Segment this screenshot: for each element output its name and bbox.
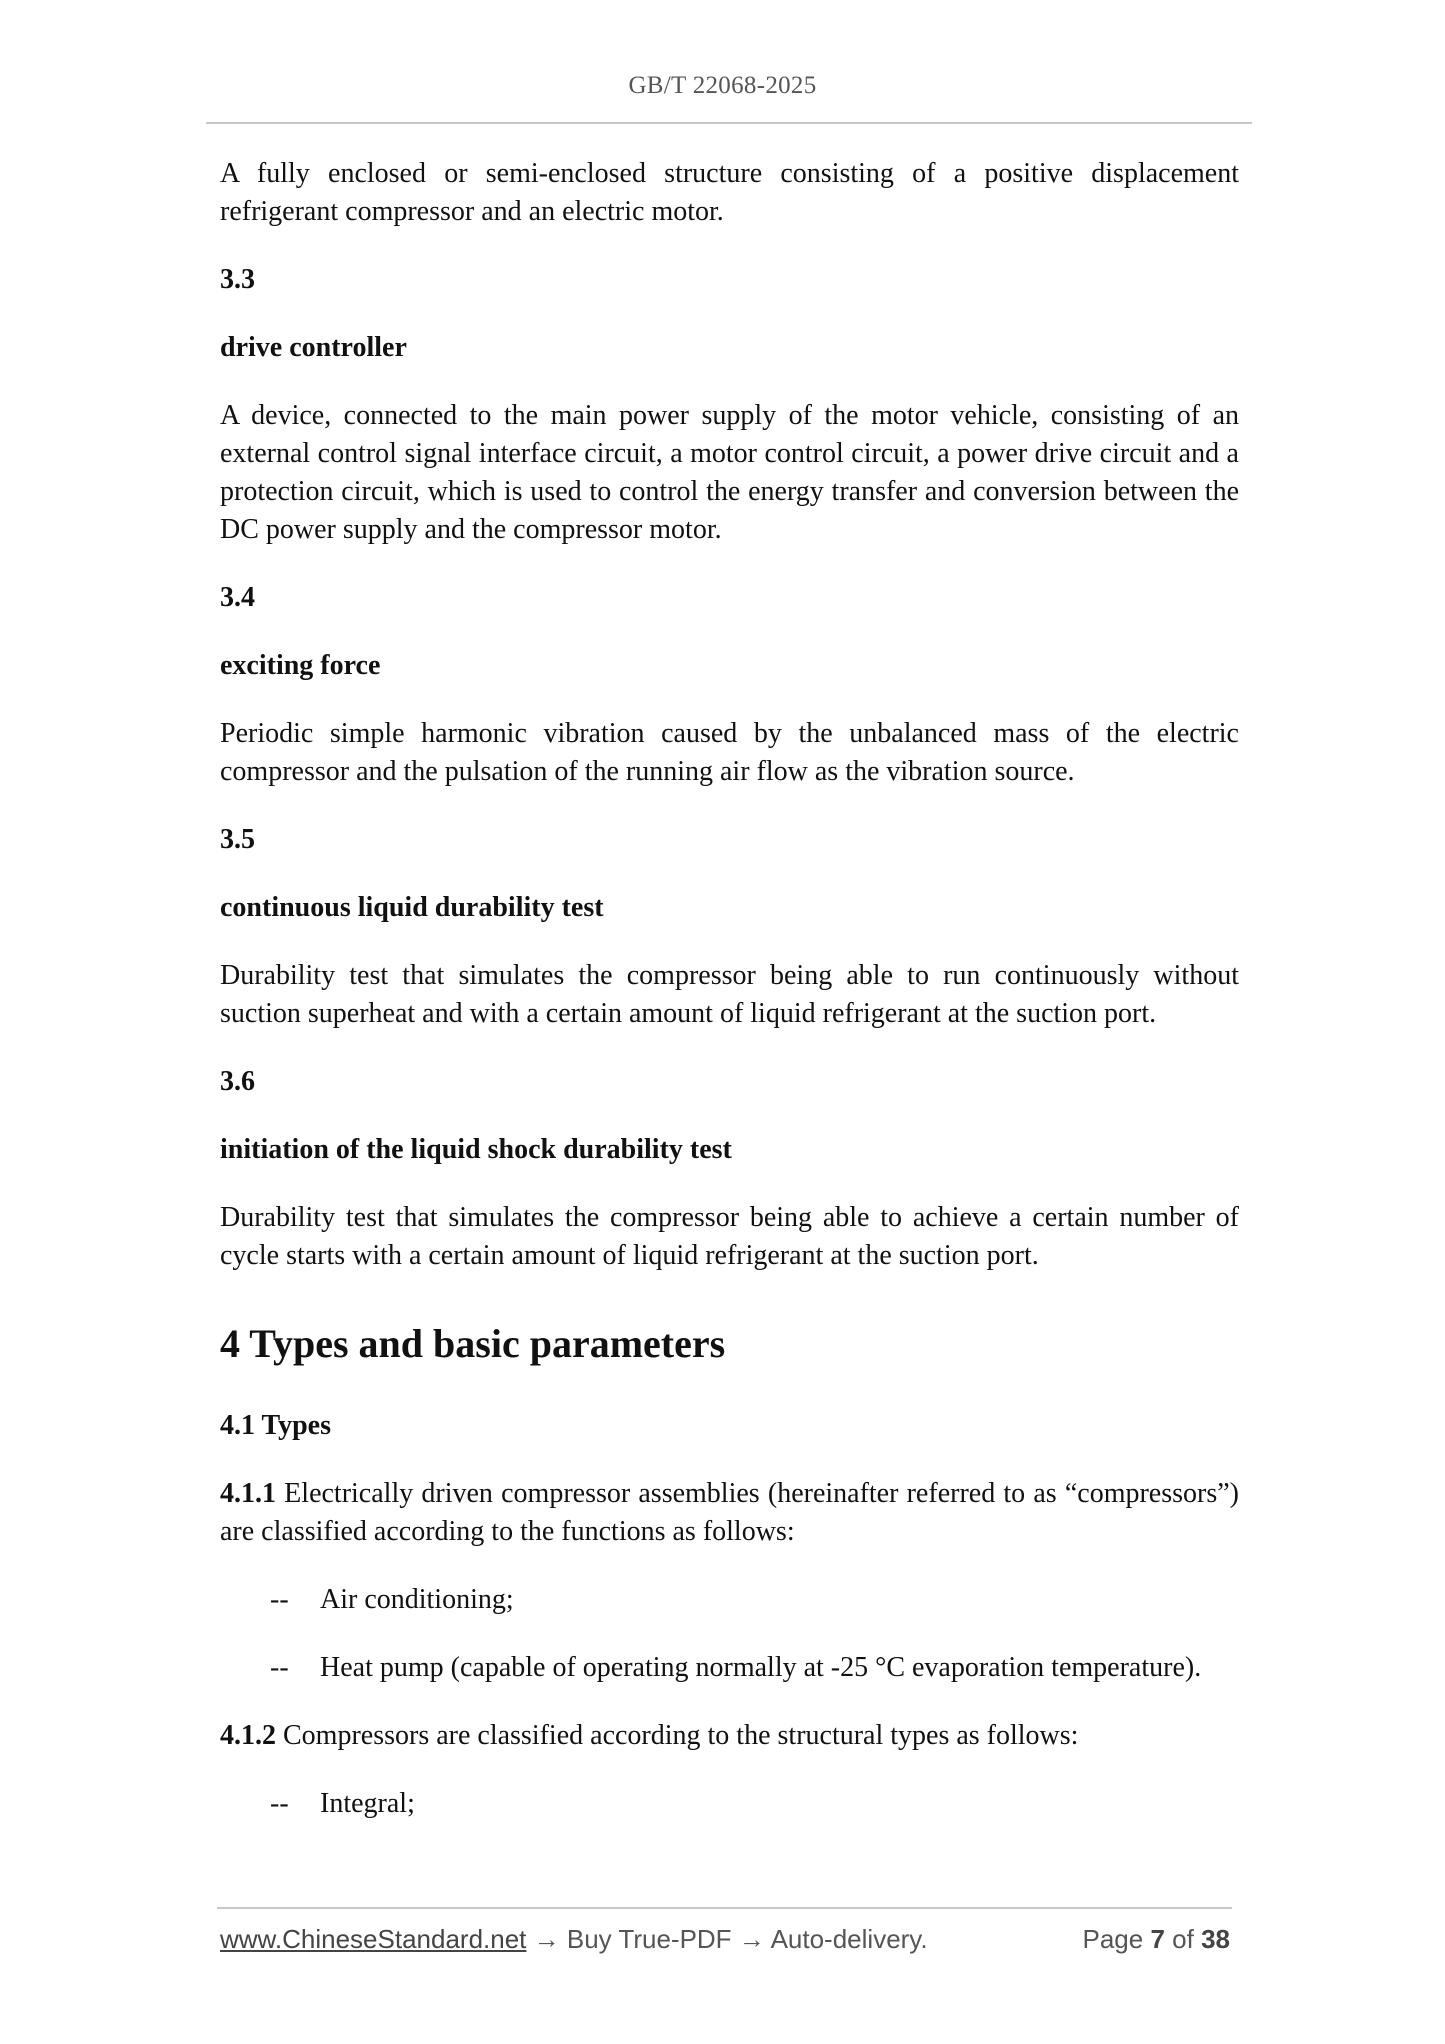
website-link[interactable]: www.ChineseStandard.net	[220, 1924, 527, 1954]
clause-4-1-2-text: Compressors are classified according to the structural types as follows:	[276, 1720, 1079, 1751]
total-pages-number: 38	[1201, 1924, 1230, 1954]
page-label: Page	[1082, 1924, 1144, 1954]
list-item	[220, 1581, 1239, 1619]
header-divider	[206, 122, 1252, 124]
term-definition-3-4: Periodic simple harmonic vibration caused by the unbalanced mass of the electric compressor and the pulsation of the running air flow as the vibration source.	[220, 718, 1239, 787]
page-indicator	[1082, 1924, 1230, 1955]
term-definition-3-6: Durability test that simulates the compressor being able to achieve a certain number of cycle starts with a certain amount of liquid refrigerant at the suction port.	[220, 1202, 1239, 1271]
clause-4-1-2	[220, 1717, 1239, 1755]
document-header-id: GB/T 22068-2025	[628, 72, 817, 99]
term-name-3-6: initiation of the liquid shock durability test	[220, 1134, 732, 1165]
clause-4-1-2-number: 4.1.2	[220, 1720, 276, 1751]
section-4-1-heading: 4.1 Types	[220, 1410, 331, 1441]
list-item	[220, 1649, 1239, 1687]
term-definition-3-5: Durability test that simulates the compressor being able to run continuously without suction superheat and with a certain amount of liquid refrigerant at the suction port.	[220, 960, 1239, 1029]
term-number-3-4: 3.4	[220, 582, 255, 613]
list-item-text: Air conditioning;	[320, 1584, 514, 1615]
list-item-text: Integral;	[320, 1788, 415, 1819]
list-item	[220, 1785, 1239, 1823]
term-name-3-5: continuous liquid durability test	[220, 892, 604, 923]
term-number-3-5: 3.5	[220, 824, 255, 855]
of-label: of	[1172, 1924, 1194, 1954]
current-page-number: 7	[1150, 1924, 1165, 1954]
bullet-marker: --	[270, 1652, 289, 1683]
clause-4-1-1-number: 4.1.1	[220, 1478, 276, 1509]
footer-promo	[220, 1924, 928, 1955]
clause-4-1-1-text: Electrically driven compressor assemblies (hereinafter referred to as “compressors”) are classified according to the functions as follows:	[220, 1478, 1239, 1547]
footer-divider	[217, 1907, 1232, 1909]
page-body	[220, 155, 1239, 1823]
term-definition-3-3: A device, connected to the main power supply of the motor vehicle, consisting of an external control signal interface circuit, a motor control circuit, a power drive circuit and a protection circuit, which is used to control the energy transfer and conversion between the DC power supply and the compressor motor.	[220, 400, 1239, 545]
term-number-3-6: 3.6	[220, 1066, 255, 1097]
term-name-3-3: drive controller	[220, 332, 407, 363]
list-item-text: Heat pump (capable of operating normally at -25 °C evaporation temperature).	[320, 1652, 1202, 1683]
bullet-marker: --	[270, 1788, 289, 1819]
bullet-marker: --	[270, 1584, 289, 1615]
intro-paragraph: A fully enclosed or semi-enclosed structure consisting of a positive displacement refrigerant compressor and an electric motor.	[220, 158, 1239, 227]
term-number-3-3: 3.3	[220, 264, 255, 295]
footer-promo-text: → Buy True-PDF → Auto-delivery.	[526, 1924, 928, 1954]
clause-4-1-1	[220, 1475, 1239, 1551]
term-name-3-4: exciting force	[220, 650, 381, 681]
section-4-heading: 4 Types and basic parameters	[220, 1321, 726, 1366]
